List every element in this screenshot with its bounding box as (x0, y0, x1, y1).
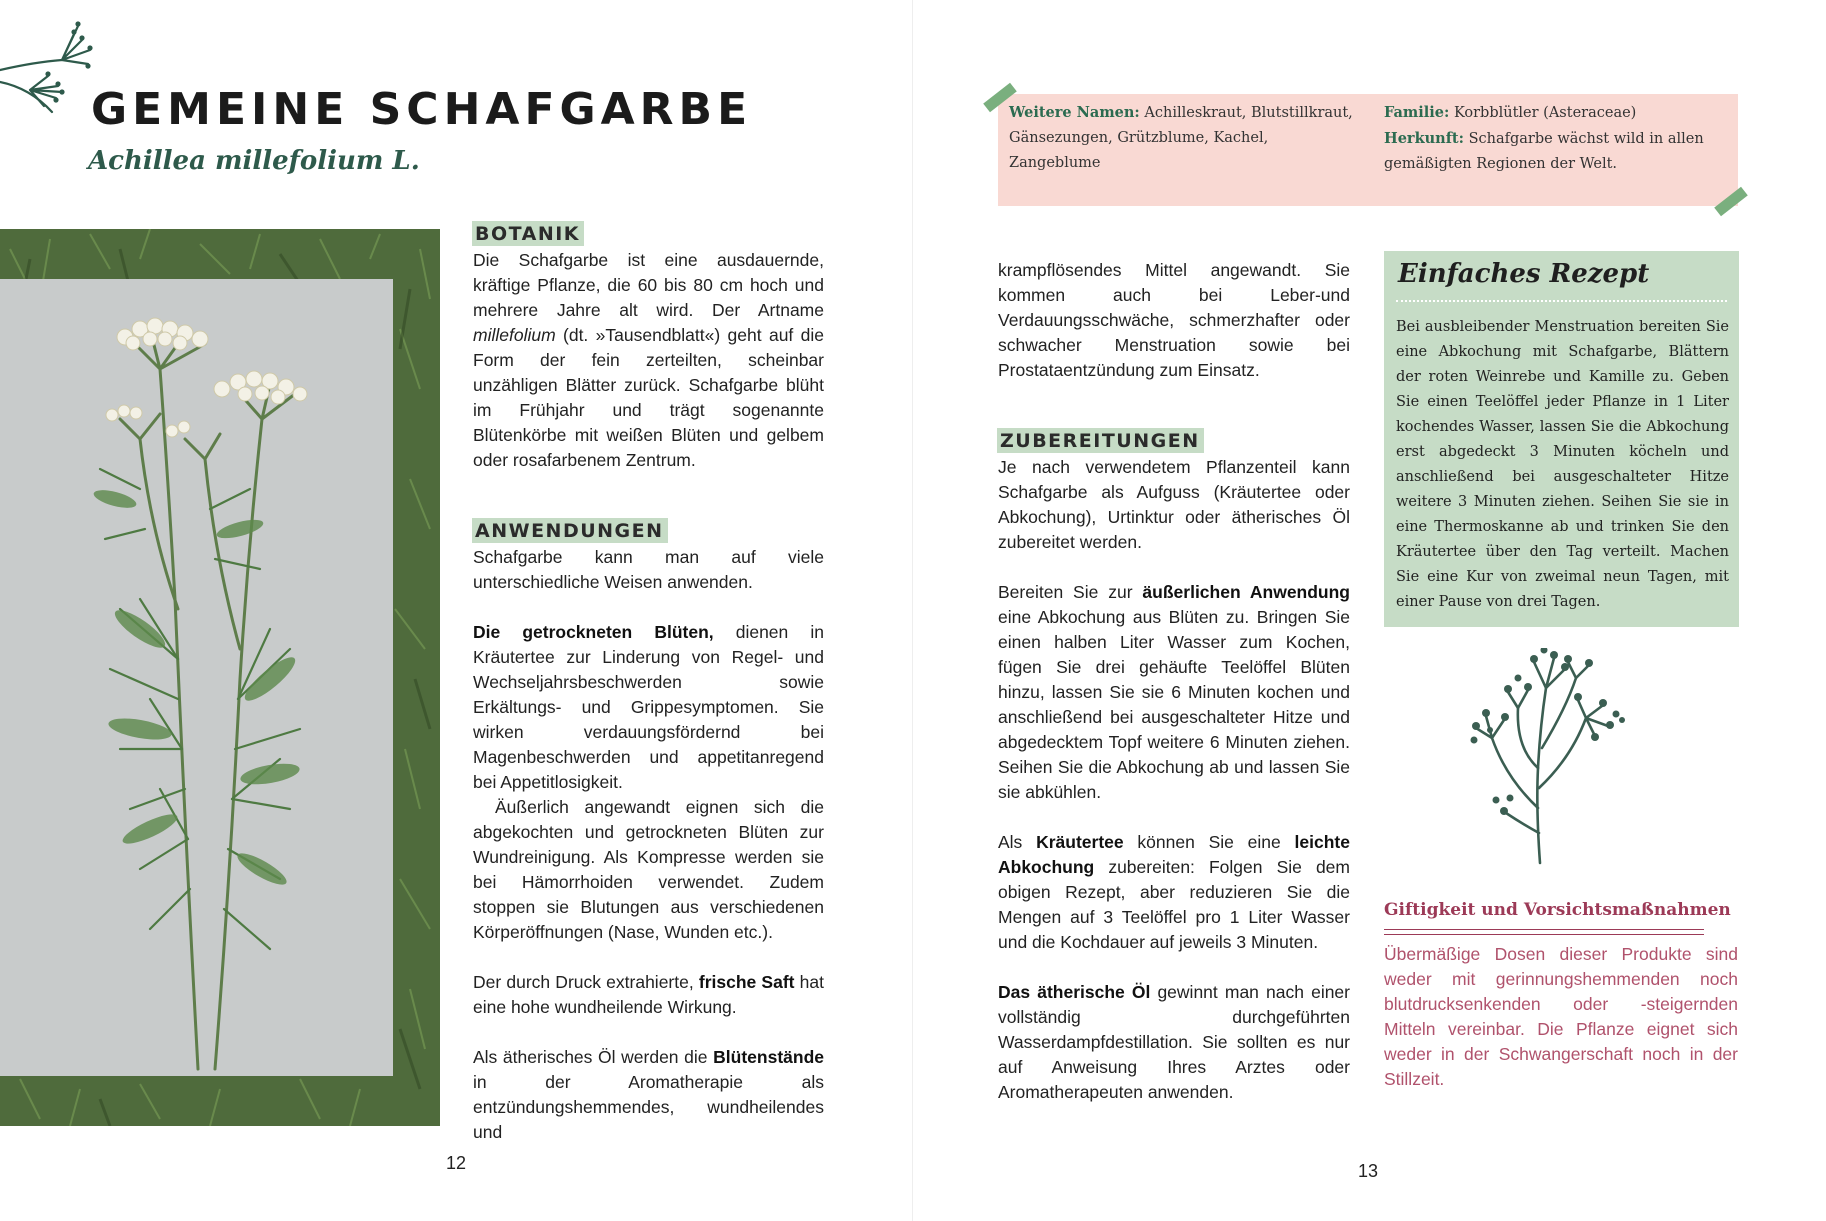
plant-photo (0, 229, 440, 1126)
recipe-text: Bei ausbleibender Menstruation bereiten Sie eine Abkochung mit Schafgarbe, Blättern der roten Weinrebe und Kamille zu. Geben Sie einen Teelöffel jeder Pflanze in 1 Liter kochendes Wasser, lassen Sie die Abkochung erst abgedeckt 3 Minuten köcheln und anschließend bei ausgeschalteter Hitze weitere 3 Minuten ziehen. Seihen Sie sie in eine Thermoskanne ab und trinken Sie den Kräutertee über den Tag verteilt. Machen Sie eine Kur von zweimal neun Tagen, mit einer Pause von drei Tagen. (1396, 319, 1729, 610)
warning-text: Übermäßige Dosen dieser Produkte sind weder mit gerinnungshemmenden noch blutdrucksenkenden oder -steigernden Mitteln vereinbar. Die Pflanze eignet sich weder in der Schwangerschaft noch in der Stillzeit. (1384, 944, 1738, 1089)
gutter (912, 0, 913, 1221)
section-heading-zubereitungen: ZUBEREITUNGEN (997, 428, 1204, 453)
section-heading-anwendungen: ANWENDUNGEN (472, 518, 668, 543)
recipe-divider (1396, 300, 1727, 302)
botanik-text: Die Schafgarbe ist eine ausdauernde, kräftige Pflanze, die 60 bis 80 cm hoch und mehrere Jahre alt wird. Der Artname millefolium (dt. »Tausendblatt«) geht auf die Form der fein zerteilten, scheinbar unzähligen Blätter zurück. Schafgarbe blüht im Frühjahr und trägt sogenannte Blütenkörbe mit weißen Blüten und gelbem oder rosafarbenem Zentrum. (473, 250, 824, 470)
warning-title: Giftigkeit und Vorsichtsmaßnahmen (1384, 900, 1731, 920)
page-title: GEMEINE SCHAFGARBE (91, 84, 753, 135)
info-names: Weitere Namen: Achilleskraut, Blutstillkraut, Gänsezungen, Grützblume, Kachel, Zangeblume (1009, 104, 1353, 171)
page-number-left: 12 (446, 1153, 467, 1173)
yarrow-sprig-icon (1466, 648, 1646, 868)
latin-name: Achillea millefolium L. (88, 146, 420, 176)
continuation-text: krampflösendes Mittel angewandt. Sie kommen auch bei Leber-und Verdauungsschwäche, schmerzhafter oder schwacher Menstruation sowie bei Prostataentzündung zum Einsatz. (998, 260, 1350, 380)
section-heading-botanik: BOTANIK (472, 221, 584, 246)
info-box (998, 94, 1738, 206)
anwendungen-text: Schafgarbe kann man auf viele unterschiedliche Weisen anwenden. Die getrockneten Blüten, dienen in Kräutertee zur Linderung von Regel- und Wechseljahrsbeschwerden sowie Erkältungs- und Grippesymptomen. Sie wirken verdauungsfördernd bei Magenbeschwerden und appetitanregend bei Appetitlosigkeit. Äußerlich angewandt eignen sich die abgekochten und getrockneten Blüten zur Wundreinigung. Als Kompresse werden sie bei Hämorrhoiden verwendet. Zudem stoppen sie Blutungen aus verschiedenen Körperöffnungen (Nase, Wunden etc.). Der durch Druck extrahierte, frische Saft hat eine hohe wundheilende Wirkung. Als ätherisches Öl werden die Blütenstände in der Aromatherapie als entzündungshemmendes, wundheilendes und (473, 547, 824, 1142)
zubereitungen-text: Je nach verwendetem Pflanzenteil kann Schafgarbe als Aufguss (Kräutertee oder Abkochung), Urtinktur oder ätherisches Öl zubereitet werden. Bereiten Sie zur äußerlichen Anwendung eine Abkochung aus Blüten zu. Bringen Sie einen halben Liter Wasser zum Kochen, fügen Sie drei gehäufte Teelöffel Blüten hinzu, lassen Sie sie 6 Minuten kochen und anschließend bei ausgeschalteter Hitze und abgedecktem Topf weitere 6 Minuten ziehen. Seihen Sie die Abkochung ab und lassen Sie sie abkühlen. Als Kräutertee können Sie eine leichte Abkochung zubereiten: Folgen Sie dem obigen Rezept, aber reduzieren Sie die Mengen auf 3 Teelöffel pro 1 Liter Wasser und die Kochdauer auf jeweils 3 Minuten. Das ätherische Öl gewinnt man nach einer vollständig durchgeführten Wasserdampfdestillation. Sie sollten es nur auf Anweisung Ihres Arztes oder Aromatherapeuten anwenden. (998, 457, 1350, 1102)
recipe-box (1384, 251, 1739, 627)
page-number-right: 13 (1358, 1161, 1379, 1181)
warning-underline (1384, 934, 1704, 935)
recipe-title: Einfaches Rezept (1398, 259, 1650, 289)
info-family-origin: Familie: Korbblütler (Asteraceae) Herkunft: Schafgarbe wächst wild in allen gemäßigten Regionen der Welt. (1384, 104, 1704, 172)
warning-underline (1384, 929, 1704, 930)
